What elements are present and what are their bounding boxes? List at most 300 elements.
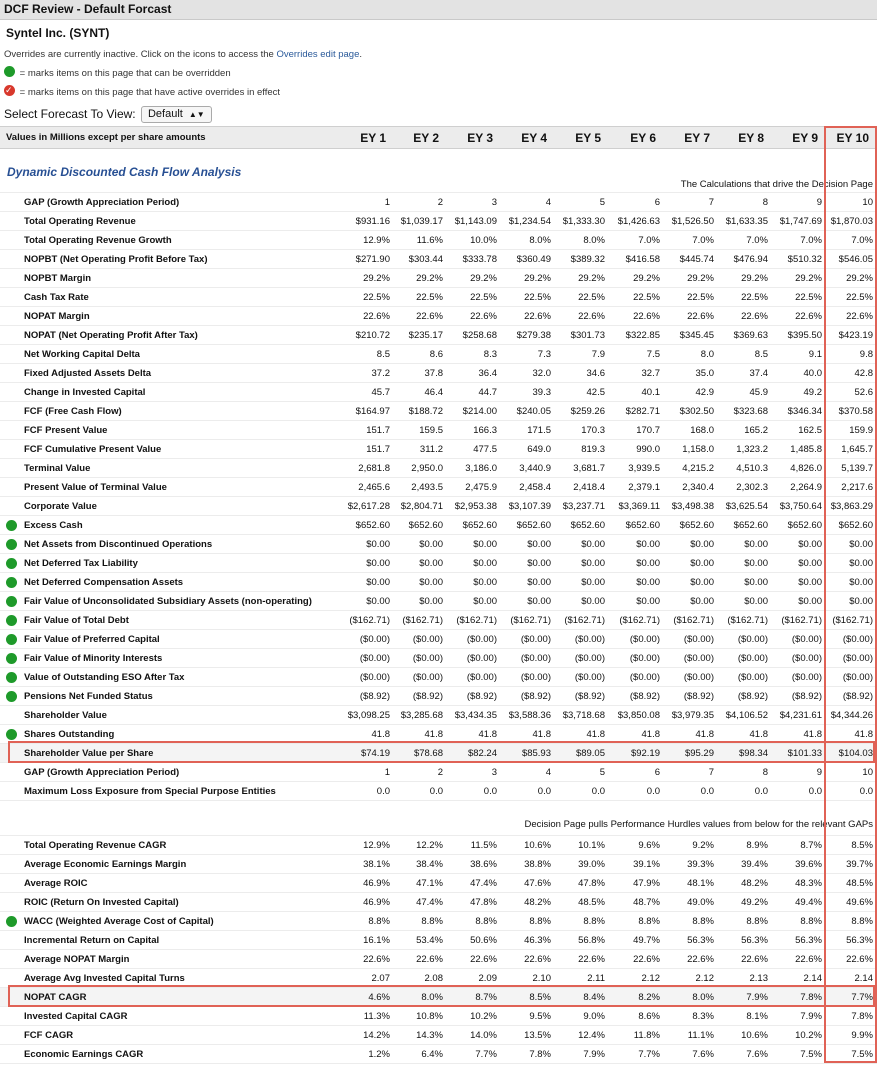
table-cell: 165.2: [718, 421, 772, 440]
table-cell: 2.10: [501, 969, 555, 988]
table-cell: 52.6: [826, 383, 877, 402]
row-label: [0, 763, 337, 782]
table-cell: $279.38: [501, 326, 555, 345]
table-cell: 56.3%: [718, 931, 772, 950]
table-row: [0, 383, 877, 402]
table-cell: 6.4%: [394, 1045, 447, 1064]
table-cell: 50.6%: [447, 931, 501, 950]
table-cell: 3: [447, 193, 501, 212]
table-cell: 49.7%: [609, 931, 664, 950]
table-cell: $0.00: [501, 535, 555, 554]
row-label: [0, 345, 337, 364]
table-cell: $0.00: [447, 535, 501, 554]
table-row: [0, 687, 877, 706]
table-cell: $395.50: [772, 326, 826, 345]
table-cell: $89.05: [555, 744, 609, 763]
row-label: [0, 1026, 337, 1045]
table-cell: ($0.00): [337, 630, 394, 649]
override-dot-icon[interactable]: [6, 539, 17, 550]
table-cell: 8.8%: [337, 912, 394, 931]
table-cell: ($8.92): [394, 687, 447, 706]
table-cell: $0.00: [337, 592, 394, 611]
table-cell: $652.60: [718, 516, 772, 535]
forecast-select-label: Select Forecast To View:: [4, 107, 136, 121]
row-label-text: NOPAT (Net Operating Profit After Tax): [24, 329, 198, 341]
row-label: [0, 573, 337, 592]
table-cell: ($8.92): [772, 687, 826, 706]
table-cell: $0.00: [772, 554, 826, 573]
table-cell: ($0.00): [772, 668, 826, 687]
table-cell: 3,440.9: [501, 459, 555, 478]
row-label-text: Excess Cash: [24, 519, 83, 531]
row-label: [0, 649, 337, 668]
table-cell: $164.97: [337, 402, 394, 421]
table-cell: 477.5: [447, 440, 501, 459]
table-row: [0, 744, 877, 763]
table-cell: $3,979.35: [664, 706, 718, 725]
table-cell: 7: [664, 193, 718, 212]
forecast-select[interactable]: [141, 106, 212, 123]
table-cell: $92.19: [609, 744, 664, 763]
table-cell: 39.4%: [718, 855, 772, 874]
table-cell: 22.6%: [501, 307, 555, 326]
table-cell: $3,237.71: [555, 497, 609, 516]
row-label-text: Corporate Value: [24, 500, 97, 512]
table-header: [0, 127, 877, 149]
row-label-text: GAP (Growth Appreciation Period): [24, 196, 180, 208]
table-cell: $3,718.68: [555, 706, 609, 725]
table-cell: ($0.00): [337, 668, 394, 687]
table-cell: 3,186.0: [447, 459, 501, 478]
table-cell: $0.00: [718, 592, 772, 611]
table-cell: 4: [501, 193, 555, 212]
table-cell: $3,498.38: [664, 497, 718, 516]
table-cell: 11.6%: [394, 231, 447, 250]
table-cell: 56.8%: [555, 931, 609, 950]
table-cell: 2,493.5: [394, 478, 447, 497]
table-cell: 2,264.9: [772, 478, 826, 497]
table-cell: $3,625.54: [718, 497, 772, 516]
table-cell: 8.5%: [501, 988, 555, 1007]
table-cell: $4,231.61: [772, 706, 826, 725]
table-cell: $95.29: [664, 744, 718, 763]
table-cell: $546.05: [826, 250, 877, 269]
table-cell: 39.3: [501, 383, 555, 402]
table-cell: ($8.92): [447, 687, 501, 706]
row-label: [0, 836, 337, 855]
table-cell: 22.6%: [394, 307, 447, 326]
window-title: DCF Review - Default Forcast: [0, 0, 877, 20]
table-cell: 1: [337, 763, 394, 782]
table-cell: 10: [826, 193, 877, 212]
column-header: EY 8: [718, 127, 772, 149]
overrides-note-text: Overrides are currently inactive. Click on the icons to access the: [4, 49, 277, 60]
table-cell: 8.8%: [664, 912, 718, 931]
section-title: [0, 149, 877, 179]
table-cell: 41.8: [555, 725, 609, 744]
table-cell: 8.1%: [718, 1007, 772, 1026]
override-dot-icon[interactable]: [6, 577, 17, 588]
column-header: EY 5: [555, 127, 609, 149]
row-label-text: Invested Capital CAGR: [24, 1010, 128, 1022]
table-row: [0, 611, 877, 630]
table-cell: 10.0%: [447, 231, 501, 250]
table-cell: ($0.00): [772, 649, 826, 668]
table-cell: $303.44: [394, 250, 447, 269]
spacer-row: [0, 801, 877, 815]
row-label: [0, 668, 337, 687]
table-cell: ($162.71): [337, 611, 394, 630]
table-cell: 7.5: [609, 345, 664, 364]
table-cell: $0.00: [609, 592, 664, 611]
table-cell: 42.9: [664, 383, 718, 402]
table-cell: 41.8: [501, 725, 555, 744]
table-cell: 7.0%: [772, 231, 826, 250]
overrides-edit-link[interactable]: Overrides edit page: [276, 49, 360, 60]
table-cell: 9.5%: [501, 1007, 555, 1026]
row-label: [0, 687, 337, 706]
table-cell: $3,098.25: [337, 706, 394, 725]
row-label: [0, 535, 337, 554]
table-cell: $370.58: [826, 402, 877, 421]
table-cell: 2.12: [609, 969, 664, 988]
table-cell: ($162.71): [394, 611, 447, 630]
table-row: [0, 573, 877, 592]
table-cell: 1,323.2: [718, 440, 772, 459]
table-cell: $0.00: [394, 592, 447, 611]
table-cell: $389.32: [555, 250, 609, 269]
table-cell: 2.08: [394, 969, 447, 988]
table-row: [0, 668, 877, 687]
table-cell: 7.8%: [826, 1007, 877, 1026]
table-cell: $1,633.35: [718, 212, 772, 231]
table-cell: 5,139.7: [826, 459, 877, 478]
table-cell: $652.60: [664, 516, 718, 535]
table-cell: 14.2%: [337, 1026, 394, 1045]
row-label: [0, 516, 337, 535]
table-cell: $323.68: [718, 402, 772, 421]
row-label-text: Average Avg Invested Capital Turns: [24, 972, 185, 984]
table-cell: 8.5: [718, 345, 772, 364]
table-cell: 10.6%: [718, 1026, 772, 1045]
row-label-text: Shares Outstanding: [24, 728, 115, 740]
row-label: [0, 611, 337, 630]
table-cell: 11.5%: [447, 836, 501, 855]
column-header: EY 1: [337, 127, 394, 149]
table-cell: $3,107.39: [501, 497, 555, 516]
override-dot-icon[interactable]: [6, 615, 17, 626]
table-cell: 0.0: [447, 782, 501, 801]
column-header: EY 7: [664, 127, 718, 149]
table-cell: 29.2%: [501, 269, 555, 288]
table-cell: 7.5%: [772, 1045, 826, 1064]
row-label-text: Total Operating Revenue Growth: [24, 234, 172, 246]
table-cell: $3,863.29: [826, 497, 877, 516]
table-cell: 0.0: [555, 782, 609, 801]
table-cell: 49.2: [772, 383, 826, 402]
table-cell: 14.0%: [447, 1026, 501, 1045]
table-cell: 53.4%: [394, 931, 447, 950]
table-cell: 47.1%: [394, 874, 447, 893]
table-cell: 0.0: [664, 782, 718, 801]
table-cell: 7.8%: [772, 988, 826, 1007]
table-row: [0, 345, 877, 364]
table-cell: 22.6%: [555, 950, 609, 969]
table-cell: 22.6%: [664, 950, 718, 969]
table-cell: 8.0%: [664, 988, 718, 1007]
row-label-text: Fixed Adjusted Assets Delta: [24, 367, 152, 379]
row-label: [0, 364, 337, 383]
table-cell: 162.5: [772, 421, 826, 440]
table-cell: 49.2%: [718, 893, 772, 912]
override-dot-icon[interactable]: [6, 520, 17, 531]
table-cell: 11.3%: [337, 1007, 394, 1026]
table-row: [0, 402, 877, 421]
override-dot-icon[interactable]: [6, 691, 17, 702]
row-label: [0, 744, 337, 763]
override-dot-icon[interactable]: [6, 916, 17, 927]
table-cell: 38.4%: [394, 855, 447, 874]
table-cell: ($0.00): [394, 668, 447, 687]
table-cell: 151.7: [337, 421, 394, 440]
table-cell: 14.3%: [394, 1026, 447, 1045]
table-cell: 39.6%: [772, 855, 826, 874]
table-cell: 4: [501, 763, 555, 782]
table-cell: 10.8%: [394, 1007, 447, 1026]
table-cell: 649.0: [501, 440, 555, 459]
table-cell: 7.0%: [826, 231, 877, 250]
table-cell: 2.13: [718, 969, 772, 988]
table-cell: 8: [718, 763, 772, 782]
table-cell: $0.00: [555, 554, 609, 573]
table-cell: 7.0%: [718, 231, 772, 250]
table-cell: 56.3%: [772, 931, 826, 950]
table-cell: $82.24: [447, 744, 501, 763]
table-cell: 45.9: [718, 383, 772, 402]
section2-title: [0, 815, 877, 836]
table-cell: 7.5%: [826, 1045, 877, 1064]
row-label-text: FCF Cumulative Present Value: [24, 443, 162, 455]
table-cell: 2,475.9: [447, 478, 501, 497]
table-cell: 2.09: [447, 969, 501, 988]
table-cell: 47.8%: [555, 874, 609, 893]
override-dot-icon[interactable]: [6, 596, 17, 607]
override-dot-icon[interactable]: [6, 634, 17, 645]
table-cell: ($162.71): [718, 611, 772, 630]
table-row: [0, 1007, 877, 1026]
table-cell: 170.7: [609, 421, 664, 440]
table-cell: 41.8: [394, 725, 447, 744]
table-cell: 41.8: [447, 725, 501, 744]
table-cell: $301.73: [555, 326, 609, 345]
table-cell: ($8.92): [501, 687, 555, 706]
table-cell: $0.00: [718, 535, 772, 554]
table-cell: 9.1: [772, 345, 826, 364]
table-cell: $423.19: [826, 326, 877, 345]
table-cell: 12.9%: [337, 836, 394, 855]
table-cell: ($0.00): [664, 630, 718, 649]
table-cell: 35.0: [664, 364, 718, 383]
table-cell: 3,939.5: [609, 459, 664, 478]
table-cell: $0.00: [772, 573, 826, 592]
row-label: [0, 1007, 337, 1026]
row-label: [0, 950, 337, 969]
table-cell: $0.00: [718, 573, 772, 592]
table-cell: $1,526.50: [664, 212, 718, 231]
table-cell: 7.8%: [501, 1045, 555, 1064]
table-cell: 22.6%: [609, 950, 664, 969]
override-dot-icon[interactable]: [6, 558, 17, 569]
overrides-note-suffix: .: [359, 49, 363, 60]
table-cell: $0.00: [718, 554, 772, 573]
table-cell: $0.00: [394, 554, 447, 573]
row-label-text: ROIC (Return On Invested Capital): [24, 896, 179, 908]
row-label-text: Fair Value of Unconsolidated Subsidiary Assets (non-operating): [24, 595, 312, 607]
table-cell: $445.74: [664, 250, 718, 269]
table-cell: ($0.00): [337, 649, 394, 668]
table-cell: $104.03: [826, 744, 877, 763]
table-cell: 8.8%: [609, 912, 664, 931]
table-cell: 11.1%: [664, 1026, 718, 1045]
table-cell: 8.8%: [718, 912, 772, 931]
table-cell: 8.8%: [501, 912, 555, 931]
table-cell: 22.6%: [718, 307, 772, 326]
table-cell: 48.2%: [718, 874, 772, 893]
table-cell: $0.00: [826, 573, 877, 592]
table-cell: $3,434.35: [447, 706, 501, 725]
table-cell: $0.00: [501, 592, 555, 611]
table-cell: 2,418.4: [555, 478, 609, 497]
row-label-text: Fair Value of Total Debt: [24, 614, 129, 626]
table-cell: $1,870.03: [826, 212, 877, 231]
table-cell: 22.5%: [609, 288, 664, 307]
table-cell: 8.9%: [718, 836, 772, 855]
row-label: [0, 402, 337, 421]
table-cell: 8.7%: [447, 988, 501, 1007]
table-cell: ($0.00): [555, 649, 609, 668]
table-cell: 159.5: [394, 421, 447, 440]
table-cell: 29.2%: [718, 269, 772, 288]
table-cell: 22.5%: [447, 288, 501, 307]
row-label: [0, 307, 337, 326]
green-dot-icon: [4, 66, 15, 77]
table-row: [0, 421, 877, 440]
table-cell: $4,106.52: [718, 706, 772, 725]
table-cell: 29.2%: [447, 269, 501, 288]
table-cell: 2.11: [555, 969, 609, 988]
red-legend: [0, 83, 877, 102]
table-cell: 22.6%: [394, 950, 447, 969]
table-cell: 159.9: [826, 421, 877, 440]
table-cell: ($162.71): [447, 611, 501, 630]
table-cell: 8.0%: [555, 231, 609, 250]
table-cell: 22.6%: [826, 307, 877, 326]
table-cell: 8.5: [337, 345, 394, 364]
row-label: [0, 326, 337, 345]
section-title-text: Dynamic Discounted Cash Flow Analysis: [7, 164, 242, 179]
table-cell: $3,750.64: [772, 497, 826, 516]
override-dot-icon[interactable]: [6, 653, 17, 664]
table-cell: $0.00: [555, 573, 609, 592]
table-cell: $3,369.11: [609, 497, 664, 516]
row-label-text: Total Operating Revenue: [24, 215, 136, 227]
table-cell: 56.3%: [826, 931, 877, 950]
table-cell: 7.6%: [664, 1045, 718, 1064]
table-cell: $652.60: [555, 516, 609, 535]
table-cell: 2: [394, 763, 447, 782]
table-cell: 8.0: [664, 345, 718, 364]
table-cell: 2,458.4: [501, 478, 555, 497]
table-cell: ($0.00): [447, 668, 501, 687]
table-cell: 7.9%: [772, 1007, 826, 1026]
table-cell: 1,485.8: [772, 440, 826, 459]
row-label: [0, 855, 337, 874]
table-cell: $282.71: [609, 402, 664, 421]
table-cell: 311.2: [394, 440, 447, 459]
table-cell: 8.2%: [609, 988, 664, 1007]
table-cell: $0.00: [664, 592, 718, 611]
override-dot-icon[interactable]: [6, 729, 17, 740]
table-row: [0, 912, 877, 931]
company-name: Syntel Inc. (SYNT): [6, 26, 110, 40]
table-cell: 7.9%: [555, 1045, 609, 1064]
table-cell: 168.0: [664, 421, 718, 440]
override-dot-icon[interactable]: [6, 672, 17, 683]
table-cell: $0.00: [337, 573, 394, 592]
table-row: [0, 535, 877, 554]
table-cell: 9.2%: [664, 836, 718, 855]
row-label-text: Maximum Loss Exposure from Special Purpose Entities: [24, 785, 276, 797]
table-cell: 29.2%: [664, 269, 718, 288]
table-cell: 7.7%: [826, 988, 877, 1007]
table-cell: 37.2: [337, 364, 394, 383]
table-cell: 10.2%: [447, 1007, 501, 1026]
table-cell: 10.2%: [772, 1026, 826, 1045]
column-header: EY 3: [447, 127, 501, 149]
table-cell: 8.7%: [772, 836, 826, 855]
table-cell: 2.12: [664, 969, 718, 988]
table-cell: 0.0: [772, 782, 826, 801]
table-cell: 1,645.7: [826, 440, 877, 459]
row-label-text: Economic Earnings CAGR: [24, 1048, 144, 1060]
table-cell: $360.49: [501, 250, 555, 269]
table-cell: 0.0: [337, 782, 394, 801]
table-cell: 29.2%: [394, 269, 447, 288]
table-cell: $0.00: [609, 554, 664, 573]
table-cell: 5: [555, 193, 609, 212]
table-cell: 41.8: [826, 725, 877, 744]
table-cell: 9.6%: [609, 836, 664, 855]
table-cell: ($0.00): [555, 668, 609, 687]
row-label-text: Shareholder Value per Share: [24, 747, 154, 759]
table-cell: ($0.00): [609, 630, 664, 649]
table-cell: 48.5%: [555, 893, 609, 912]
table-cell: 8.8%: [394, 912, 447, 931]
table-row: [0, 497, 877, 516]
row-label: [0, 874, 337, 893]
column-header: EY 9: [772, 127, 826, 149]
table-cell: 11.8%: [609, 1026, 664, 1045]
table-cell: 8.4%: [555, 988, 609, 1007]
row-label: [0, 782, 337, 801]
table-cell: 5: [555, 763, 609, 782]
table-cell: 37.4: [718, 364, 772, 383]
table-cell: $652.60: [609, 516, 664, 535]
table-cell: 49.0%: [664, 893, 718, 912]
table-cell: 41.8: [609, 725, 664, 744]
row-label-text: Average ROIC: [24, 877, 88, 889]
row-label-text: Cash Tax Rate: [24, 291, 89, 303]
